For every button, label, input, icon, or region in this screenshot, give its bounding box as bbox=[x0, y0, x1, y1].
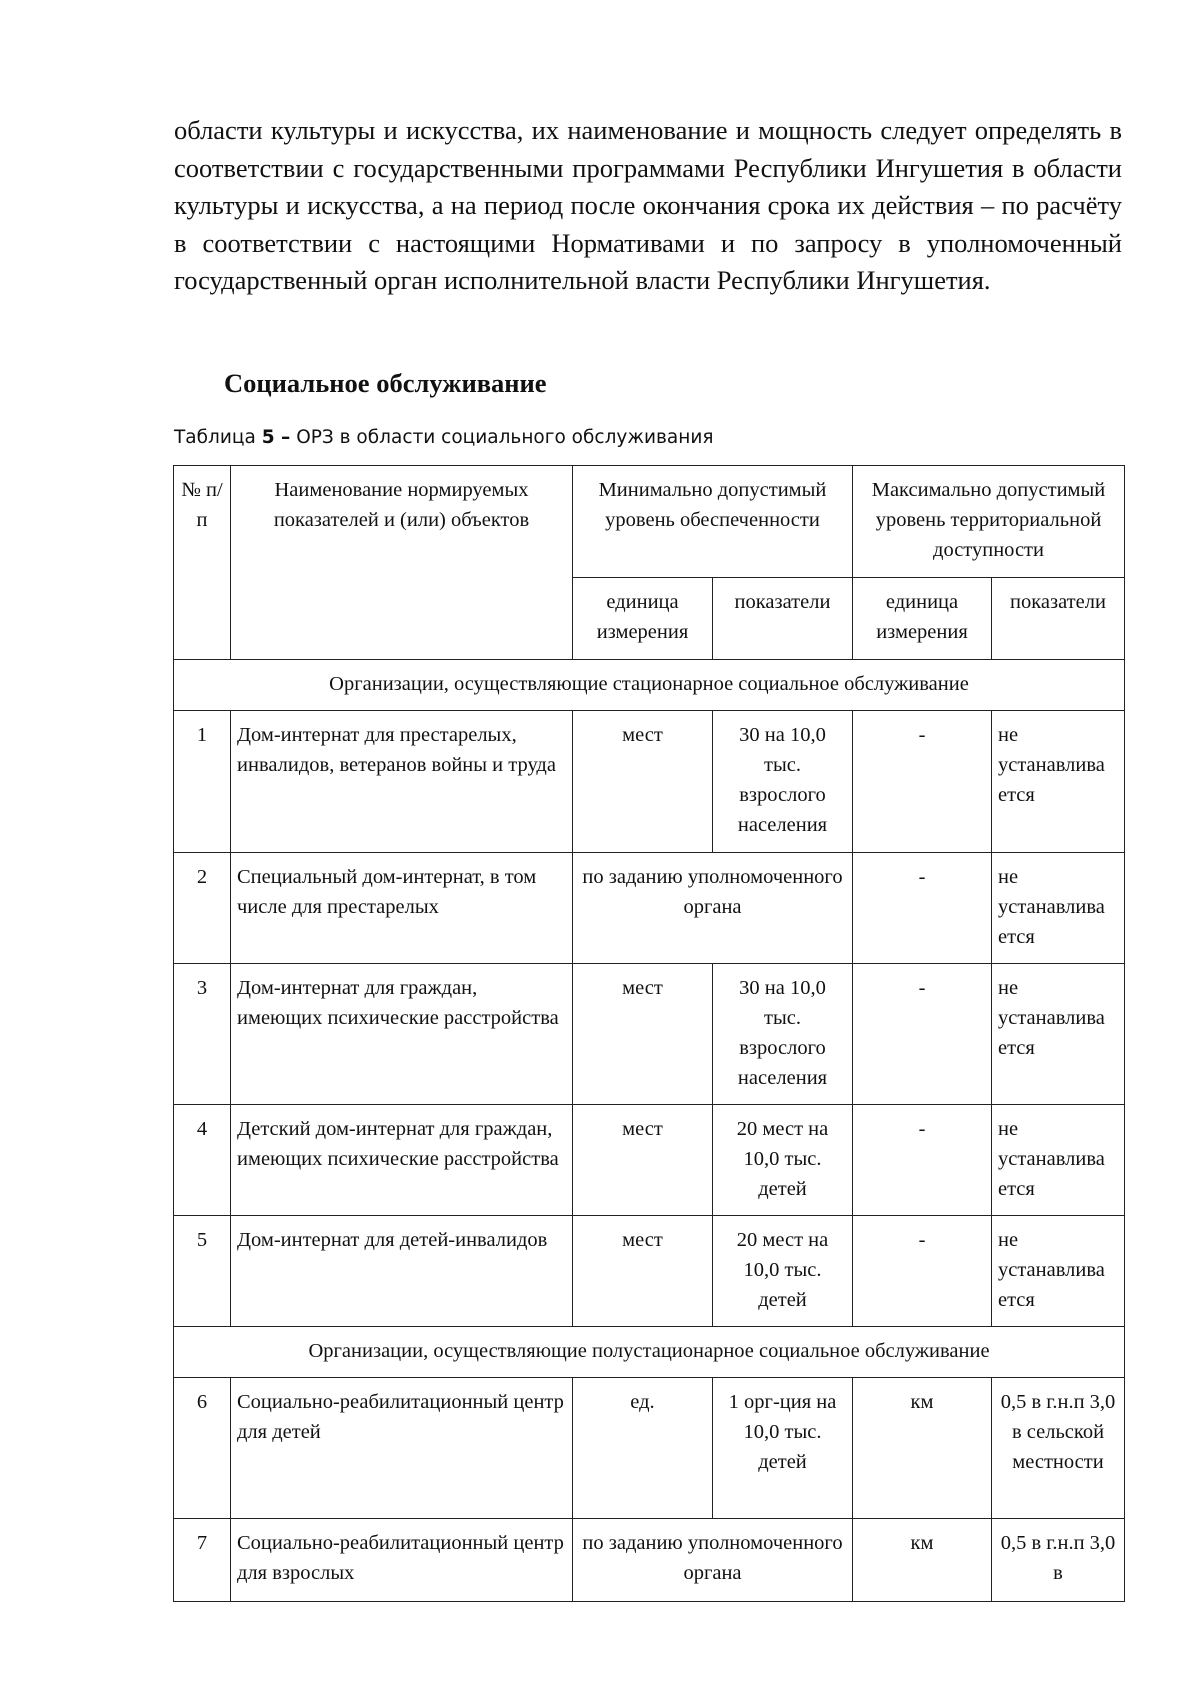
standards-table bbox=[173, 465, 1125, 1602]
group-row bbox=[174, 1327, 1125, 1378]
cell-name: Специальный дом-интернат, в том числе для престарелых bbox=[231, 853, 573, 964]
cell-max-unit: км bbox=[853, 1378, 992, 1519]
header-max-value: показатели bbox=[992, 578, 1125, 660]
cell-name: Социально-реабилитационный центр для детей bbox=[231, 1378, 573, 1519]
cell-min-merged: по заданию уполномоченного органа bbox=[573, 853, 853, 964]
header-max-unit: единица измерения bbox=[853, 578, 992, 660]
cell-min-value: 30 на 10,0 тыс. взрослого населения bbox=[713, 964, 853, 1105]
table-row bbox=[174, 1519, 1125, 1602]
header-min-group: Минимально допустимый уровень обеспеченности bbox=[573, 466, 853, 578]
cell-num: 1 bbox=[174, 711, 231, 853]
cell-max-unit: - bbox=[853, 853, 992, 964]
cell-min-unit: ед. bbox=[573, 1378, 713, 1519]
cell-name: Детский дом-интернат для граждан, имеющих психические расстройства bbox=[231, 1105, 573, 1216]
table-caption-number: 5 – bbox=[261, 427, 291, 448]
cell-num: 7 bbox=[174, 1519, 231, 1602]
cell-min-unit: мест bbox=[573, 711, 713, 853]
header-num: № п/п bbox=[174, 466, 231, 660]
header-max-group: Максимально допустимый уровень территориальной доступности bbox=[853, 466, 1125, 578]
cell-num: 2 bbox=[174, 853, 231, 964]
cell-max-unit: - bbox=[853, 964, 992, 1105]
group-row bbox=[174, 660, 1125, 711]
cell-max-value: 0,5 в г.н.п 3,0 в сельской местности bbox=[992, 1378, 1125, 1519]
cell-max-value: не устанавлива ется bbox=[992, 1105, 1125, 1216]
cell-max-value: не устанавлива ется bbox=[992, 853, 1125, 964]
cell-name: Дом-интернат для граждан, имеющих психические расстройства bbox=[231, 964, 573, 1105]
table-row bbox=[174, 1378, 1125, 1519]
cell-max-unit: - bbox=[853, 1216, 992, 1327]
cell-max-value: не устанавлива ется bbox=[992, 711, 1125, 853]
cell-name: Дом-интернат для престарелых, инвалидов, ветеранов войны и труда bbox=[231, 711, 573, 853]
header-name: Наименование нормируемых показателей и (или) объектов bbox=[231, 466, 573, 660]
body-paragraph: области культуры и искусства, их наименование и мощность следует определять в соответствии с государственными программами Республики Ингушетия в области культуры и искусства, а на период после окончания срока их действия – по расчёту в соответствии с настоящими Нормативами и по запросу в уполномоченный государственный орган исполнительной власти Республики Ингушетия. bbox=[174, 115, 1122, 295]
cell-num: 6 bbox=[174, 1378, 231, 1519]
cell-name: Дом-интернат для детей-инвалидов bbox=[231, 1216, 573, 1327]
cell-max-value: не устанавлива ется bbox=[992, 1216, 1125, 1327]
cell-min-unit: мест bbox=[573, 1105, 713, 1216]
cell-num: 4 bbox=[174, 1105, 231, 1216]
table-caption bbox=[174, 425, 714, 451]
table-row bbox=[174, 1216, 1125, 1327]
table-header-row bbox=[174, 466, 1125, 578]
cell-max-value: 0,5 в г.н.п 3,0 в bbox=[992, 1519, 1125, 1602]
cell-num: 5 bbox=[174, 1216, 231, 1327]
table-caption-text: ОРЗ в области социального обслуживания bbox=[296, 427, 714, 448]
cell-name: Социально-реабилитационный центр для взрослых bbox=[231, 1519, 573, 1602]
cell-min-value: 20 мест на 10,0 тыс. детей bbox=[713, 1105, 853, 1216]
cell-min-unit: мест bbox=[573, 1216, 713, 1327]
cell-min-value: 1 орг-ция на 10,0 тыс. детей bbox=[713, 1378, 853, 1519]
cell-min-unit: мест bbox=[573, 964, 713, 1105]
table-row bbox=[174, 853, 1125, 964]
header-min-unit: единица измерения bbox=[573, 578, 713, 660]
group-heading-stationary: Организации, осуществляющие стационарное социальное обслуживание bbox=[174, 660, 1125, 711]
cell-min-value: 30 на 10,0 тыс. взрослого населения bbox=[713, 711, 853, 853]
table-row bbox=[174, 1105, 1125, 1216]
cell-min-merged: по заданию уполномоченного органа bbox=[573, 1519, 853, 1602]
table-row bbox=[174, 964, 1125, 1105]
table-caption-prefix: Таблица bbox=[174, 427, 256, 448]
cell-max-unit: - bbox=[853, 1105, 992, 1216]
section-title: Социальное обслуживание bbox=[224, 368, 547, 398]
cell-max-value: не устанавлива ется bbox=[992, 964, 1125, 1105]
table-row bbox=[174, 711, 1125, 853]
cell-max-unit: км bbox=[853, 1519, 992, 1602]
group-heading-semistationary: Организации, осуществляющие полустационарное социальное обслуживание bbox=[174, 1327, 1125, 1378]
cell-max-unit: - bbox=[853, 711, 992, 853]
header-min-value: показатели bbox=[713, 578, 853, 660]
cell-min-value: 20 мест на 10,0 тыс. детей bbox=[713, 1216, 853, 1327]
cell-num: 3 bbox=[174, 964, 231, 1105]
